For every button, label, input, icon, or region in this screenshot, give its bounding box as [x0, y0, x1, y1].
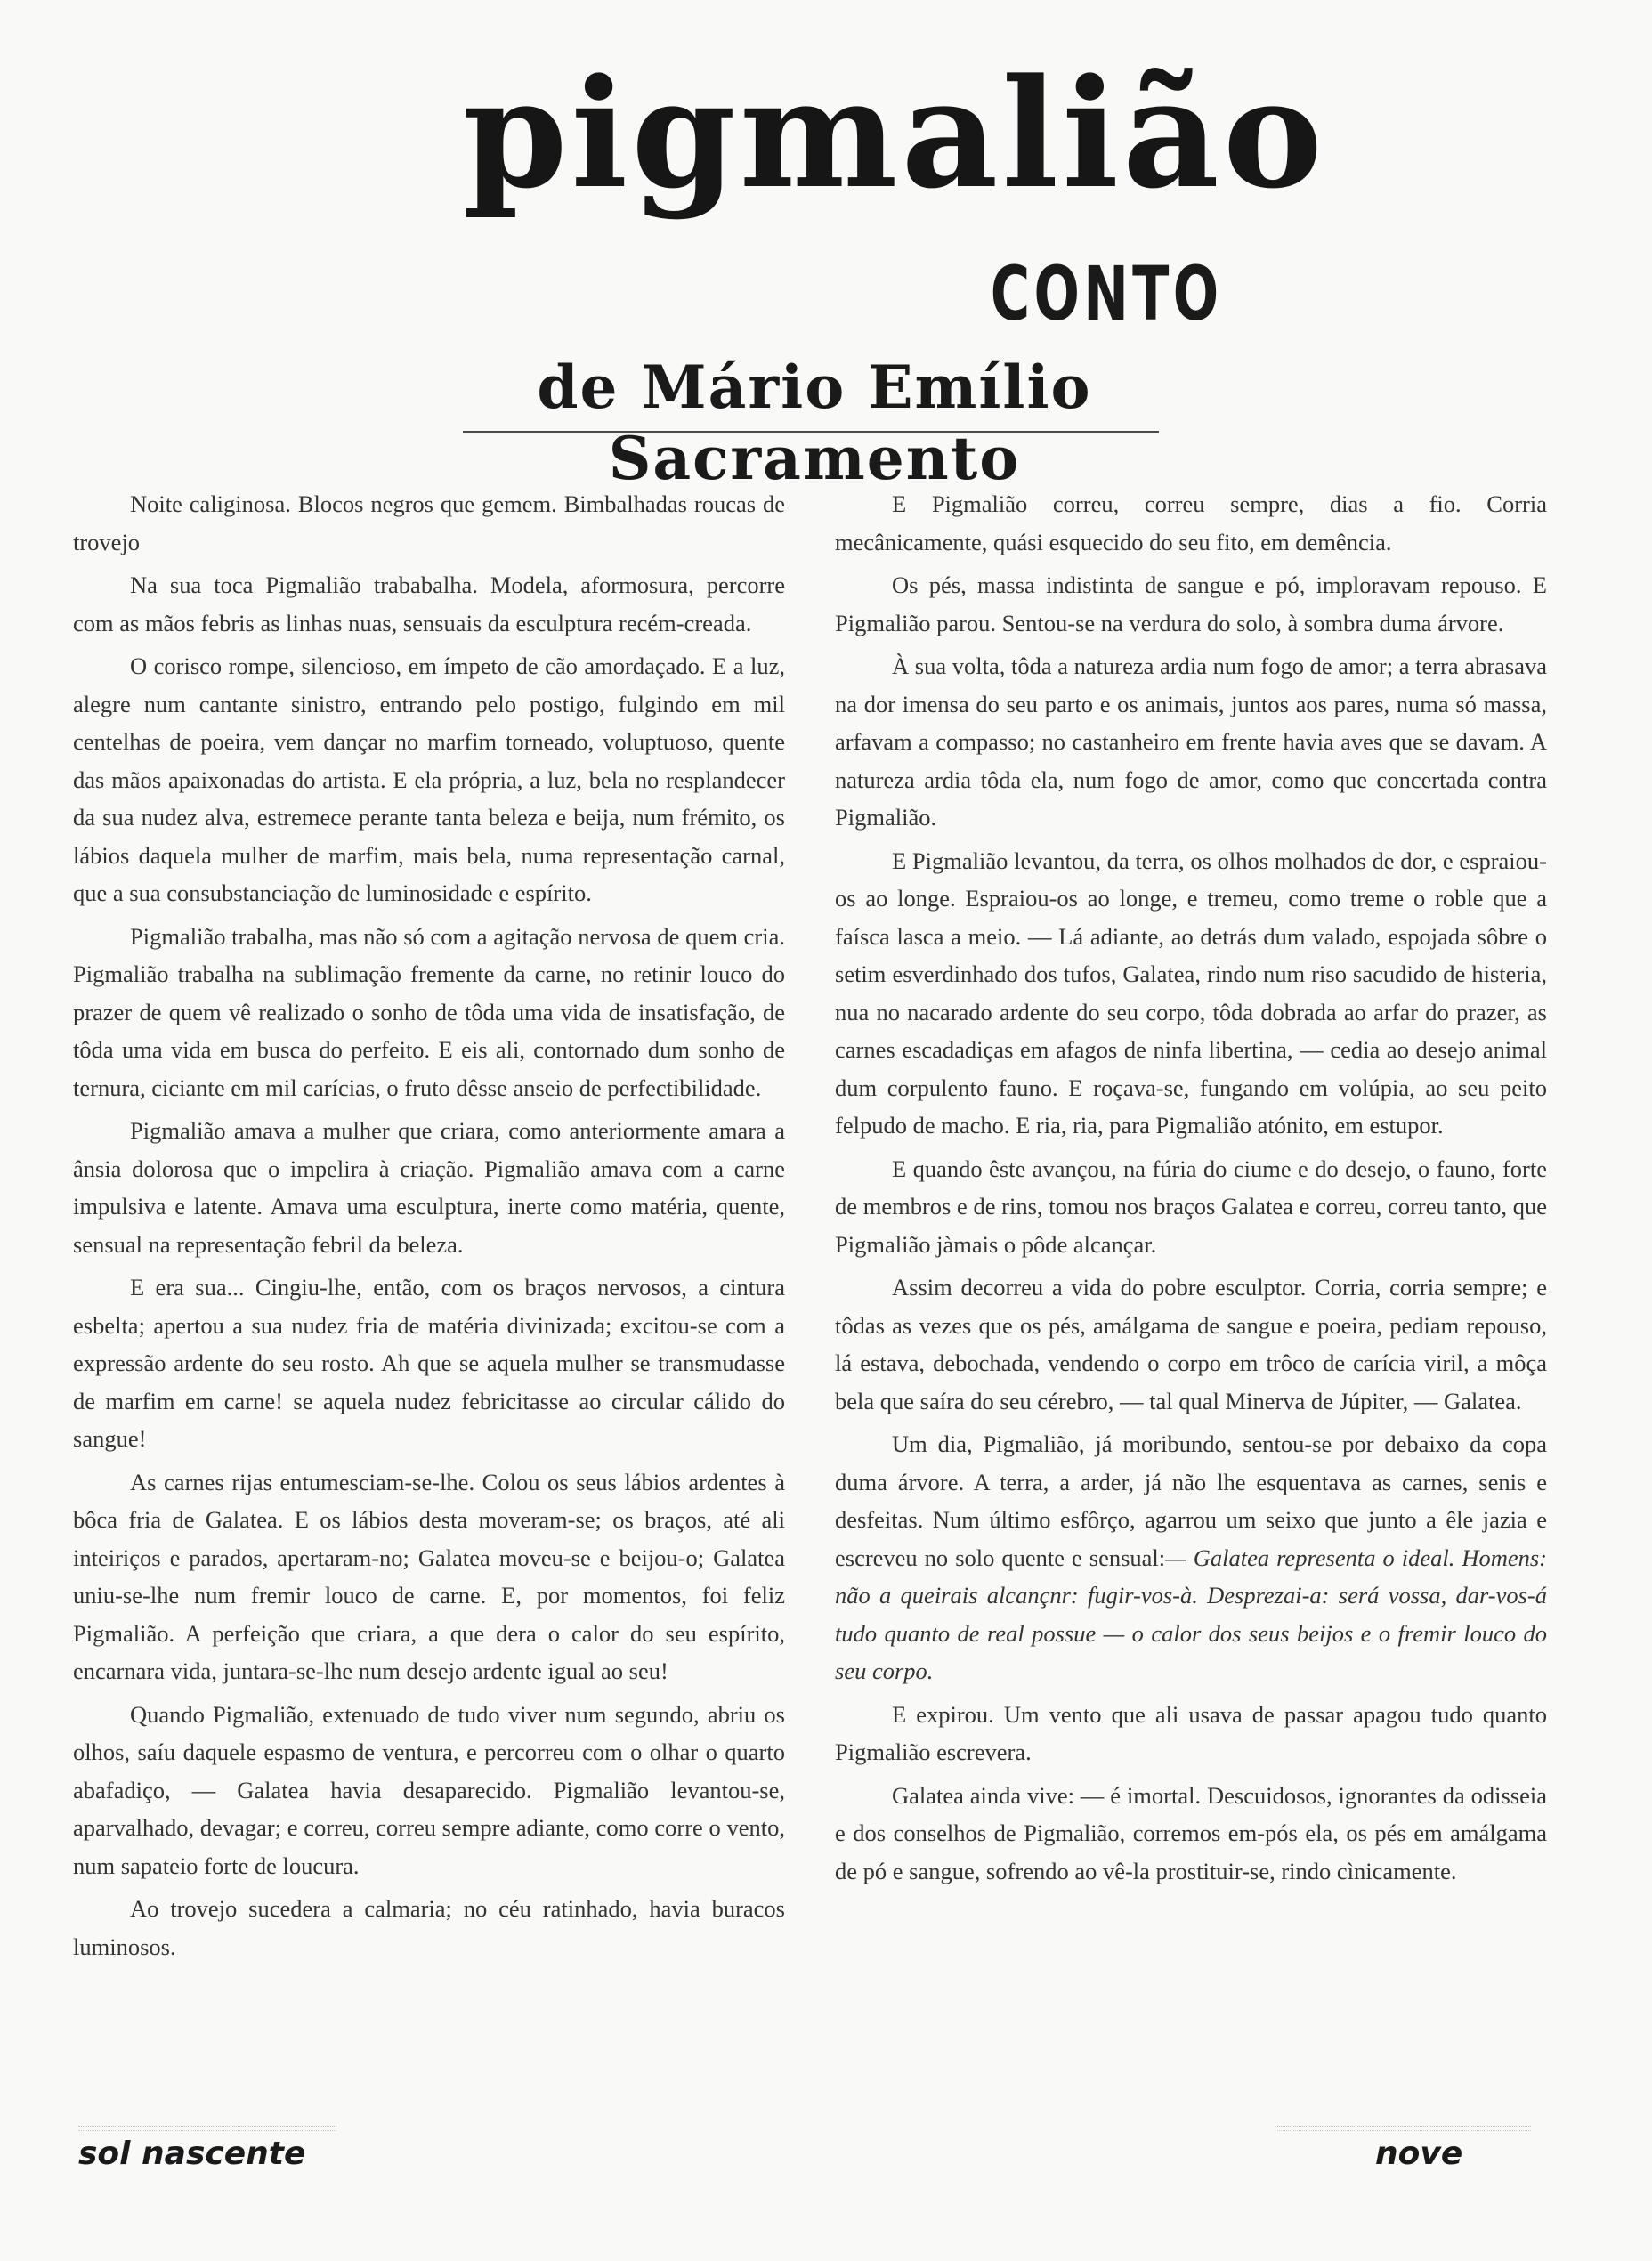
paragraph: E quando êste avançou, na fúria do ciume e do desejo, o fauno, forte de membros e de rins, tomou nos braços Galatea e correu, correu tanto, que Pigmalião jàmais o pôde alcançar.	[835, 1155, 1547, 1258]
paragraph-with-inscription	[835, 1425, 1547, 1690]
paragraph: Galatea ainda vive: — é imortal. Descuidosos, ignorantes da odisseia e dos conselhos de Pigmalião, corremos em-pós ela, os pés em amálgama de pó e sangue, sofrendo ao vê-la prostituir-se, rindo cìnicamente.	[835, 1781, 1547, 1884]
paragraph: E Pigmalião levantou, da terra, os olhos molhados de dor, e espraiou-os ao longe. Espraiou-os ao longe, e tremeu, como treme o roble que a faísca lasca a meio. — Lá adiante, ao detrás dum valado, espojada sôbre o setim esverdinhado dos tufos, Galatea, rindo num riso sacudido de histeria, nua no nacarado ardente do seu corpo, tôda dobrada ao arfar do prazer, as carnes escadadiças em afagos de ninfa libertina, — cedia ao desejo animal dum corpulento fauno. E roçava-se, fungando em volúpia, ao seu peito felpudo de macho. E ria, ria, para Pigmalião atónito, em estupor.	[835, 847, 1547, 1139]
right-column	[835, 485, 1547, 1895]
header-rule	[463, 431, 1159, 433]
paragraph: Noite caliginosa. Blocos negros que gemem. Bimbalhadas roucas de trovejo	[73, 490, 785, 555]
footer-line-left	[78, 2126, 336, 2131]
story-title: pigmalião	[463, 45, 1326, 222]
paragraph: E expirou. Um vento que ali usava de passar apagou tudo quanto Pigmalião escrevera.	[835, 1700, 1547, 1765]
author-byline: de Mário Emílio Sacramento	[537, 353, 1092, 493]
paragraph: Na sua toca Pigmalião trababalha. Modela, aformosura, percorre com as mãos febris as linhas nuas, sensuais da esculptura recém-creada.	[73, 571, 785, 636]
paragraph-text: Um dia, Pigmalião, já moribundo, sentou-se por debaixo da copa duma árvore. A terra, a arder, já não lhe esquentava as carnes, senis e desfeitas. Num último esfôrço, agarrou um seixo que junto a êle jazia e escreveu no solo quente e sensual:	[835, 1430, 1547, 1571]
paragraph: O corisco rompe, silencioso, em ímpeto de cão amordaçado. E a luz, alegre num cantante sinistro, entrando pelo postigo, fulgindo em mil centelhas de poeira, vem dançar no marfim torneado, voluptuoso, quente das mãos apaixonadas do artista. E ela própria, a luz, bela no resplandecer da sua nudez alva, estremece perante tanta beleza e beija, num frémito, os lábios daquela mulher de marfim, mais bela, numa representação carnal, que a sua consubstanciação de luminosidade e espírito.	[73, 652, 785, 906]
paragraph: E Pigmalião correu, correu sempre, dias a fio. Corria mecânicamente, quási esquecido do seu fito, em demência.	[835, 490, 1547, 555]
story-genre: CONTO	[990, 250, 1223, 337]
paragraph: Os pés, massa indistinta de sangue e pó, imploravam repouso. E Pigmalião parou. Sentou-se na verdura do solo, à sombra duma árvore.	[835, 571, 1547, 636]
paragraph: Ao trovejo sucedera a calmaria; no céu ratinhado, havia buracos luminosos.	[73, 1895, 785, 1960]
paragraph: Pigmalião amava a mulher que criara, como anteriormente amara a ânsia dolorosa que o impelira à criação. Pigmalião amava com a carne impulsiva e latente. Amava uma esculptura, inerte como matéria, quente, sensual na representação febril da beleza.	[73, 1117, 785, 1258]
footer-line-right	[1277, 2126, 1531, 2131]
paragraph: As carnes rijas entumesciam-se-lhe. Colou os seus lábios ardentes à bôca fria de Galatea. E os lábios desta moveram-se; os braços, até ali inteiriços e parados, apertaram-no; Galatea moveu-se e beijou-o; Galatea uniu-se-lhe num fremir louco de carne. E, por momentos, foi feliz Pigmalião. A perfeição que criara, a que dera o calor do seu espírito, encarnara vida, juntara-se-lhe num desejo ardente igual ao seu!	[73, 1468, 785, 1684]
left-column	[73, 485, 785, 1971]
paragraph: Assim decorreu a vida do pobre esculptor. Corria, corria sempre; e tôdas as vezes que os pés, amálgama de sangue e poeira, pediam repouso, lá estava, debochada, vendendo o corpo em trôco de carícia viril, a môça bela que saíra do seu cérebro, — tal qual Minerva de Júpiter, — Galatea.	[835, 1274, 1547, 1414]
paragraph: Quando Pigmalião, extenuado de tudo viver num segundo, abriu os olhos, saíu daquele espasmo de ventura, e percorreu com o olhar o quarto abafadiço, — Galatea havia desaparecido. Pigmalião levantou-se, aparvalhado, devagar; e correu, correu sempre adiante, como corre o vento, num sapateio forte de loucura.	[73, 1700, 785, 1879]
paragraph: Pigmalião trabalha, mas não só com a agitação nervosa de quem cria. Pigmalião trabalha na sublimação fremente da carne, no retinir louco do prazer de quem vê realizado o sonho de tôda uma vida de insatisfação, de tôda uma vida em busca do perfeito. E eis ali, contornado dum sonho de ternura, ciciante em mil carícias, o fruto dêsse anseio de perfectibilidade.	[73, 922, 785, 1101]
paragraph: À sua volta, tôda a natureza ardia num fogo de amor; a terra abrasava na dor imensa do seu parto e os animais, juntos aos pares, numa só massa, arfavam a compasso; no castanheiro em frente havia aves que se davam. A natureza ardia tôda ela, num fogo de amor, como que concertada contra Pigmalião.	[835, 652, 1547, 831]
magazine-name: sol nascente	[78, 2135, 306, 2172]
paragraph: E era sua... Cingiu-lhe, então, com os braços nervosos, a cintura esbelta; apertou a sua nudez fria de matéria divinizada; excitou-se com a expressão ardente do seu rosto. Ah que se aquela mulher se transmudasse de marfim em carne! se aquela nudez febricitasse ao circular cálido do sangue!	[73, 1274, 785, 1452]
inscription-text: — Galatea representa o ideal. Homens: não a queirais alcançnr: fugir-vos-à. Desprezai-a: será vossa, dar-vos-á tudo quanto de real possue — o calor dos seus beijos e o fremir louco do seu corpo.	[835, 1544, 1548, 1684]
page-number: nove	[1375, 2135, 1463, 2172]
